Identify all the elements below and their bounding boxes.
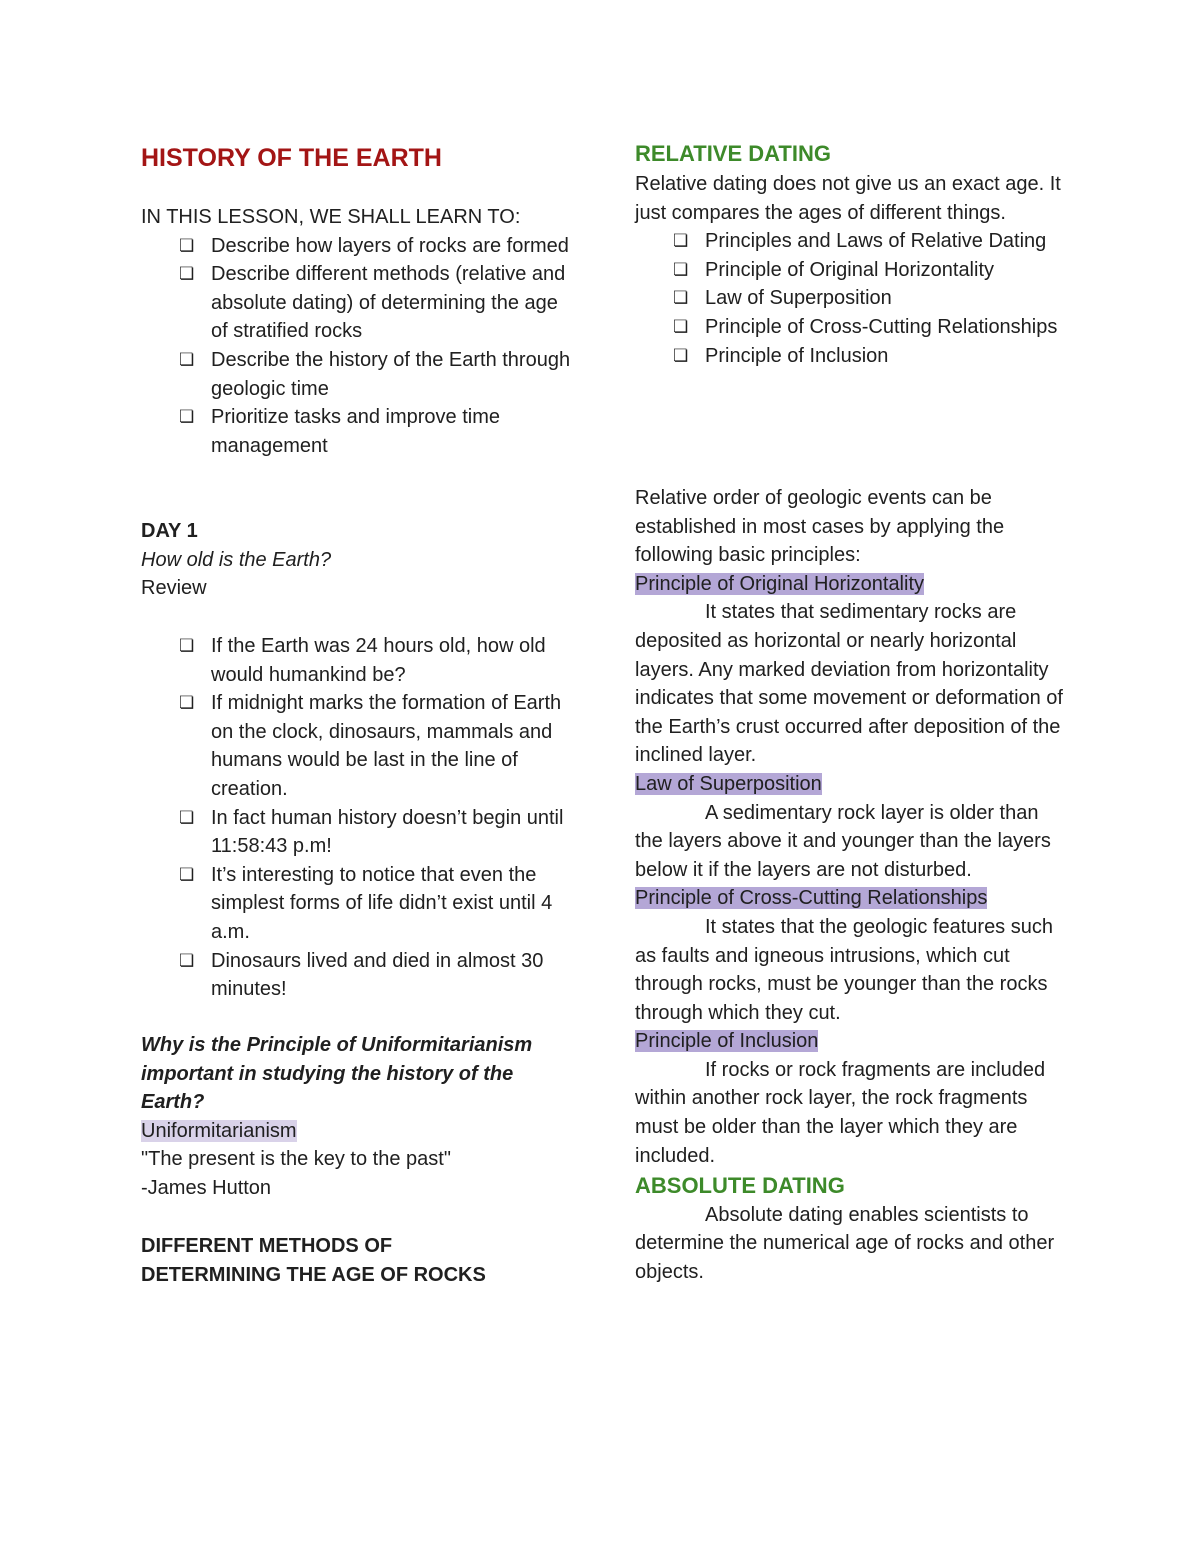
list-item: ❏ It’s interesting to notice that even the simplest forms of life didn’t exist until 4 a.m. [141,861,571,947]
principle-name: Principle of Cross-Cutting Relationships [635,887,988,910]
principle-text: It states that sedimentary rocks are deposited as horizontal or nearly horizontal layers. Any marked deviation from horizontality indicates that some movement or deformation of the Earth’s crust occurred after deposition of the inclined layer. [635,601,1063,767]
relative-dating-text: Relative dating does not give us an exact age. It just compares the ages of different things. [635,173,1061,224]
checkbox-icon: ❏ [179,349,195,369]
checkbox-icon: ❏ [179,636,195,655]
principles-section [635,484,1070,1287]
list-item: ❏ Principle of Inclusion [635,342,1070,371]
principle-name: Principle of Inclusion [635,1030,819,1053]
list-item: ❏ Describe different methods (relative and absolute dating) of determining the age of stratified rocks [141,260,571,346]
checkbox-icon: ❏ [179,407,195,427]
day-label: DAY 1 [141,520,198,542]
relative-list [635,227,1070,370]
checkbox-icon: ❏ [179,807,195,827]
list-item: ❏ Principle of Cross-Cutting Relationships [635,313,1070,342]
checkbox-icon: ❏ [179,693,195,713]
day-question: How old is the Earth? [141,548,332,571]
quote-author: -James Hutton [141,1176,272,1199]
day-sub: Review [141,577,207,600]
uniformitarianism-question: Why is the Principle of Uniformitarianism important in studying the history of the Earth? [141,1034,533,1114]
list-item: ❏ Prioritize tasks and improve time management [141,403,571,460]
list-item: ❏ In fact human history doesn’t begin until 11:58:43 p.m! [141,804,571,861]
list-item: ❏ Principle of Original Horizontality [635,256,1070,285]
principle-name: Principle of Original Horizontality [635,572,925,595]
page-title: HISTORY OF THE EARTH [141,144,442,172]
uniformitarianism-term: Uniformitarianism [141,1119,297,1142]
principle-name: Law of Superposition [635,772,822,795]
uniformitarianism-section [141,1031,571,1203]
list-item: ❏ Dinosaurs lived and died in almost 30 minutes! [141,947,571,1004]
checkbox-icon: ❏ [673,345,689,365]
methods-heading: DIFFERENT METHODS OF DETERMINING THE AGE OF ROCKS [141,1235,486,1286]
order-text: Relative order of geologic events can be established in most cases by applying the following basic principles: [635,487,1005,567]
checkbox-icon: ❏ [179,235,195,255]
checkbox-icon: ❏ [179,864,195,884]
relative-dating-heading: RELATIVE DATING [635,141,831,166]
checkbox-icon: ❏ [179,950,195,970]
list-item: ❏ Principles and Laws of Relative Dating [635,227,1070,256]
checkbox-icon: ❏ [179,264,195,284]
principle-text: A sedimentary rock layer is older than the layers above it and younger than the layers below it if the layers are not disturbed. [635,801,1051,881]
relative-dating-section [635,170,1070,370]
list-item: ❏ Describe how layers of rocks are formed [141,232,571,261]
absolute-dating-text: Absolute dating enables scientists to determine the numerical age of rocks and other objects. [635,1203,1055,1284]
list-item: ❏ If midnight marks the formation of Earth on the clock, dinosaurs, mammals and humans would be last in the line of creation. [141,689,571,803]
principle-text: It states that the geologic features such as faults and igneous intrusions, which cut through rocks, must be younger than the rocks through which they cut. [635,915,1053,1024]
list-item: ❏ If the Earth was 24 hours old, how old would humankind be? [141,632,571,689]
absolute-dating-heading: ABSOLUTE DATING [635,1173,845,1199]
list-item: ❏ Law of Superposition [635,284,1070,313]
day-section [141,517,571,603]
objectives-section [141,203,571,460]
checkbox-icon: ❏ [673,259,689,279]
day-items-section [141,632,571,1004]
quote: "The present is the key to the past" [141,1148,451,1171]
objectives-intro: IN THIS LESSON, WE SHALL LEARN TO: [141,206,521,228]
day-items-list [141,632,571,1004]
checkbox-icon: ❏ [673,316,689,336]
checkbox-icon: ❏ [673,231,689,251]
checkbox-icon: ❏ [673,288,689,308]
principle-text: If rocks or rock fragments are included within another rock layer, the rock fragments must be older than the layer which they are included. [635,1058,1046,1167]
list-item: ❏ Describe the history of the Earth through geologic time [141,346,571,403]
objectives-list [141,232,571,461]
